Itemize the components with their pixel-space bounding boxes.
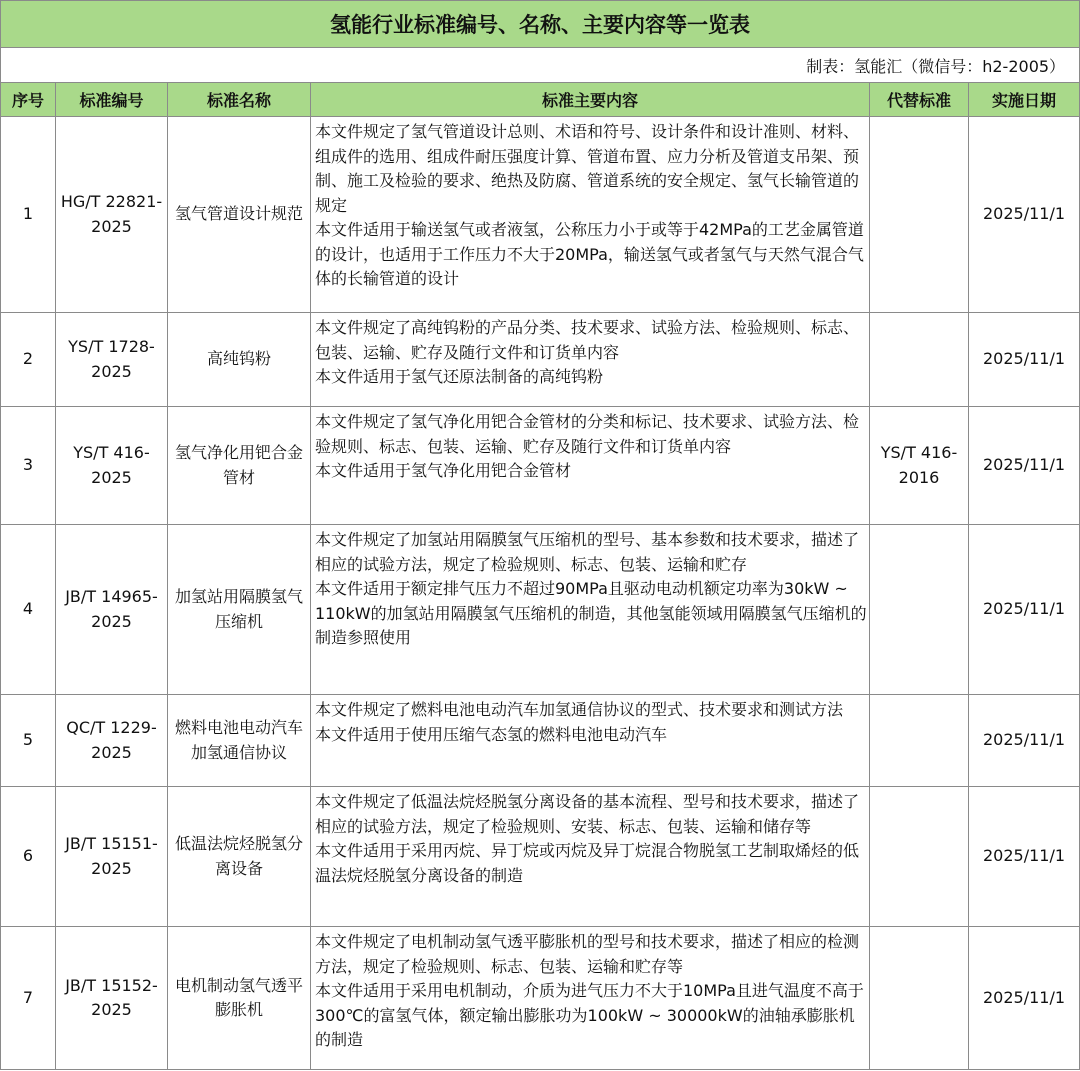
row-date: 2025/11/1 [969,407,1080,525]
row-no: 7 [1,927,56,1070]
row-code: JB/T 15152-2025 [56,927,168,1070]
table-row [1,407,1080,525]
content-applicability: 本文件适用于采用电机制动，介质为进气压力不大于10MPa且进气温度不高于300℃的富氢气体，额定输出膨胀功为100kW ~ 30000kW的油轴承膨胀机的制造 [315,981,864,1049]
content-scope: 本文件规定了氢气管道设计总则、术语和符号、设计条件和设计准则、材料、组成件的选用、组成件耐压强度计算、管道布置、应力分析及管道支吊架、预制、施工及检验的要求、绝热及防腐、管道系统的安全规定、氢气长输管道的规定 [315,122,860,215]
row-name: 燃料电池电动汽车 加氢通信协议 [168,695,311,787]
row-name: 氢气净化用钯合金管材 [168,407,311,525]
row-content [311,525,870,695]
table-row [1,927,1080,1070]
header-date: 实施日期 [969,83,1080,117]
row-name: 电机制动氢气透平膨胀机 [168,927,311,1070]
header-code: 标准编号 [56,83,168,117]
table-row [1,525,1080,695]
row-code: YS/T 1728-2025 [56,313,168,407]
content-applicability: 本文件适用于氢气还原法制备的高纯钨粉 [315,367,604,386]
content-applicability: 本文件适用于氢气净化用钯合金管材 [315,461,572,480]
row-name: 加氢站用隔膜氢气压缩机 [168,525,311,695]
content-applicability: 本文件适用于额定排气压力不超过90MPa且驱动电动机额定功率为30kW ~ 110kW的加氢站用隔膜氢气压缩机的制造，其他氢能领域用隔膜氢气压缩机的制造参照使用 [315,579,867,647]
header-no: 序号 [1,83,56,117]
row-content [311,407,870,525]
row-date: 2025/11/1 [969,927,1080,1070]
row-replace [870,787,969,927]
row-no: 3 [1,407,56,525]
row-replace [870,313,969,407]
row-replace [870,695,969,787]
content-applicability: 本文件适用于输送氢气或者液氢，公称压力小于或等于42MPa的工艺金属管道的设计，也适用于工作压力不大于20MPa，输送氢气或者氢气与天然气混合气体的长输管道的设计 [315,220,864,288]
content-scope: 本文件规定了加氢站用隔膜氢气压缩机的型号、基本参数和技术要求，描述了相应的试验方法，规定了检验规则、标志、包装、运输和贮存 [315,530,860,574]
row-content [311,927,870,1070]
row-replace: YS/T 416-2016 [870,407,969,525]
content-scope: 本文件规定了电机制动氢气透平膨胀机的型号和技术要求，描述了相应的检测方法，规定了检验规则、标志、包装、运输和贮存等 [315,932,860,976]
row-no: 6 [1,787,56,927]
row-name: 氢气管道设计规范 [168,117,311,313]
content-applicability: 本文件适用于采用丙烷、异丁烷或丙烷及异丁烷混合物脱氢工艺制取烯烃的低温法烷烃脱氢分离设备的制造 [315,841,860,885]
header-replace: 代替标准 [870,83,969,117]
row-replace [870,117,969,313]
content-scope: 本文件规定了燃料电池电动汽车加氢通信协议的型式、技术要求和测试方法 [315,700,844,719]
row-date: 2025/11/1 [969,117,1080,313]
row-content [311,787,870,927]
row-content [311,695,870,787]
table-row [1,117,1080,313]
content-scope: 本文件规定了高纯钨粉的产品分类、技术要求、试验方法、检验规则、标志、包装、运输、贮存及随行文件和订货单内容 [315,318,860,362]
content-scope: 本文件规定了氢气净化用钯合金管材的分类和标记、技术要求、试验方法、检验规则、标志、包装、运输、贮存及随行文件和订货单内容 [315,412,860,456]
row-no: 2 [1,313,56,407]
header-name: 标准名称 [168,83,311,117]
row-name: 低温法烷烃脱氢分离设备 [168,787,311,927]
row-code: HG/T 22821-2025 [56,117,168,313]
row-replace [870,525,969,695]
row-replace [870,927,969,1070]
row-code: QC/T 1229-2025 [56,695,168,787]
row-no: 4 [1,525,56,695]
row-no: 1 [1,117,56,313]
header-content: 标准主要内容 [311,83,870,117]
row-code: YS/T 416-2025 [56,407,168,525]
table-row [1,695,1080,787]
row-code: JB/T 14965-2025 [56,525,168,695]
row-date: 2025/11/1 [969,695,1080,787]
row-date: 2025/11/1 [969,313,1080,407]
row-content [311,313,870,407]
row-no: 5 [1,695,56,787]
row-date: 2025/11/1 [969,787,1080,927]
content-applicability: 本文件适用于使用压缩气态氢的燃料电池电动汽车 [315,724,668,744]
row-content [311,117,870,313]
row-name: 高纯钨粉 [168,313,311,407]
row-code: JB/T 15151-2025 [56,787,168,927]
content-scope: 本文件规定了低温法烷烃脱氢分离设备的基本流程、型号和技术要求，描述了相应的试验方法，规定了检验规则、安装、标志、包装、运输和储存等 [315,792,860,836]
table-title: 氢能行业标准编号、名称、主要内容等一览表 [1,1,1080,48]
header-row [1,83,1080,117]
table-row [1,313,1080,407]
row-date: 2025/11/1 [969,525,1080,695]
maker-credit: 制表：氢能汇（微信号：h2-2005） [1,48,1080,83]
table-row [1,787,1080,927]
